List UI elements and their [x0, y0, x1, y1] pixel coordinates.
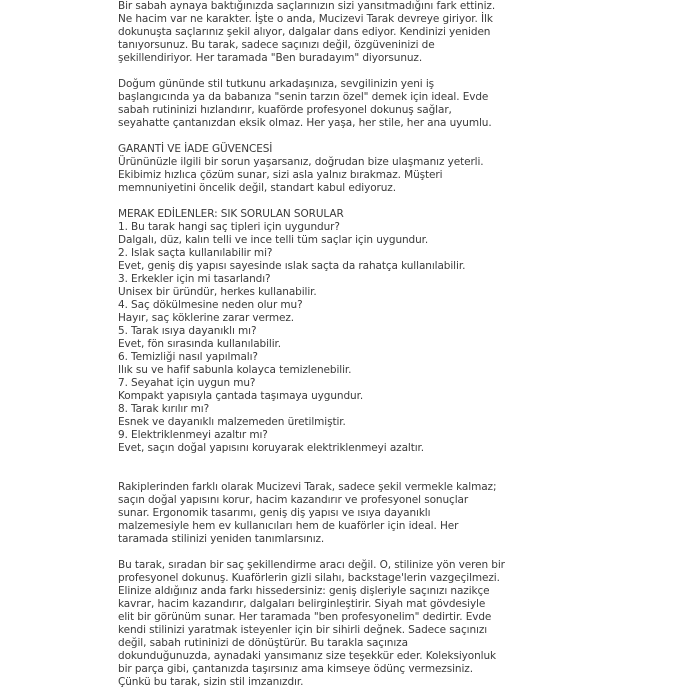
comparison-paragraph: Rakiplerinden farklı olarak Mucizevi Tarak, sadece şekil vermekle kalmaz; saçın doğal yapısını korur, hacim kazandırır ve profesyonel sonuçlar sunar. Ergonomik tasarımı, geniş diş yapısı ve ısıya dayanıklı malzemesiyle hem ev kullanıcıları hem de kuaförler için ideal. Her taramada stilinizi yeniden tanımlarsınız.	[118, 481, 497, 545]
product-description	[118, 0, 588, 689]
faq-list: 1. Bu tarak hangi saç tipleri için uygundur? Dalgalı, düz, kalın telli ve ince telli tüm saçlar için uygundur. 2. Islak saçta kullanılabilir mi? Evet, geniş diş yapısı sayesinde ıslak saçta da rahatça kullanılabilir. 3. Erkekler için mi tasarlandı? Unisex bir üründür, herkes kullanabilir. 4. Saç dökülmesine neden olur mu? Hayır, saç köklerine zarar vermez. 5. Tarak ısıya dayanıklı mı? Evet, fön sırasında kullanılabilir. 6. Temizliği nasıl yapılmalı? Ilık su ve hafif sabunla kolayca temizlenebilir. 7. Seyahat için uygun mu? Kompakt yapısıyla çantada taşımaya uygundur. 8. Tarak kırılır mı? Esnek ve dayanıklı malzemeden üretilmiştir. 9. Elektriklenmeyi azaltır mı? Evet, saçın doğal yapısını koruyarak elektriklenmeyi azaltır.	[118, 221, 466, 454]
spacer	[118, 195, 588, 208]
faq-heading: MERAK EDİLENLER: SIK SORULAN SORULAR	[118, 208, 344, 220]
spacer	[118, 130, 588, 143]
guarantee-heading: GARANTİ VE İADE GÜVENCESİ	[118, 143, 273, 155]
spacer	[118, 65, 588, 78]
guarantee-paragraph: Ürününüzle ilgili bir sorun yaşarsanız, doğrudan bize ulaşmanız yeterli. Ekibimiz hızlıca çözüm sunar, sizi asla yalnız bırakmaz. Müşteri memnuniyetini öncelik değil, standart kabul ediyoruz.	[118, 156, 484, 194]
closing-paragraph: Bu tarak, sıradan bir saç şekillendirme aracı değil. O, stilinize yön veren bir profesyonel dokunuş. Kuaförlerin gizli silahı, backstage'lerin vazgeçilmezi. Elinize aldığınız anda farkı hissedersiniz: geniş dişleriyle saçınızı nazikçe kavrar, hacim kazandırır, dalgaları belirginleştirir. Siyah mat gövdesiyle elit bir görünüm sunar. Her taramada "ben profesyonelim" dedirtir. Evde kendi stilinizi yaratmak isteyenler için bir sihirli değnek. Sadece saçınızı değil, sabah rutininizi de dönüştürür. Bu tarakla saçınıza dokunduğunuzda, aynadaki yansımanız size teşekkür eder. Koleksiyonluk bir parça gibi, çantanızda taşırsınız ama kimseye ödünç vermezsiniz. Çünkü bu tarak, sizin stil imzanızdır.	[118, 559, 505, 688]
spacer	[118, 455, 588, 481]
spacer	[118, 546, 588, 559]
intro-paragraph: Bir sabah aynaya baktığınızda saçlarınızın sizi yansıtmadığını fark ettiniz. Ne hacim var ne karakter. İşte o anda, Mucizevi Tarak devreye giriyor. İlk dokunuşta saçlarınız şekil alıyor, dalgalar dans ediyor. Kendinizi yeniden tanıyorsunuz. Bu tarak, sadece saçınızı değil, özgüveninizi de şekillendiriyor. Her taramada "Ben buradayım" diyorsunuz.	[118, 0, 496, 64]
gift-paragraph: Doğum gününde stil tutkunu arkadaşınıza, sevgilinizin yeni iş başlangıcında ya da babanıza "senin tarzın özel" demek için ideal. Evde sabah rutininizi hızlandırır, kuaförde profesyonel dokunuş sağlar, seyahatte çantanızdan eksik olmaz. Her yaşa, her stile, her ana uyumlu.	[118, 78, 492, 129]
